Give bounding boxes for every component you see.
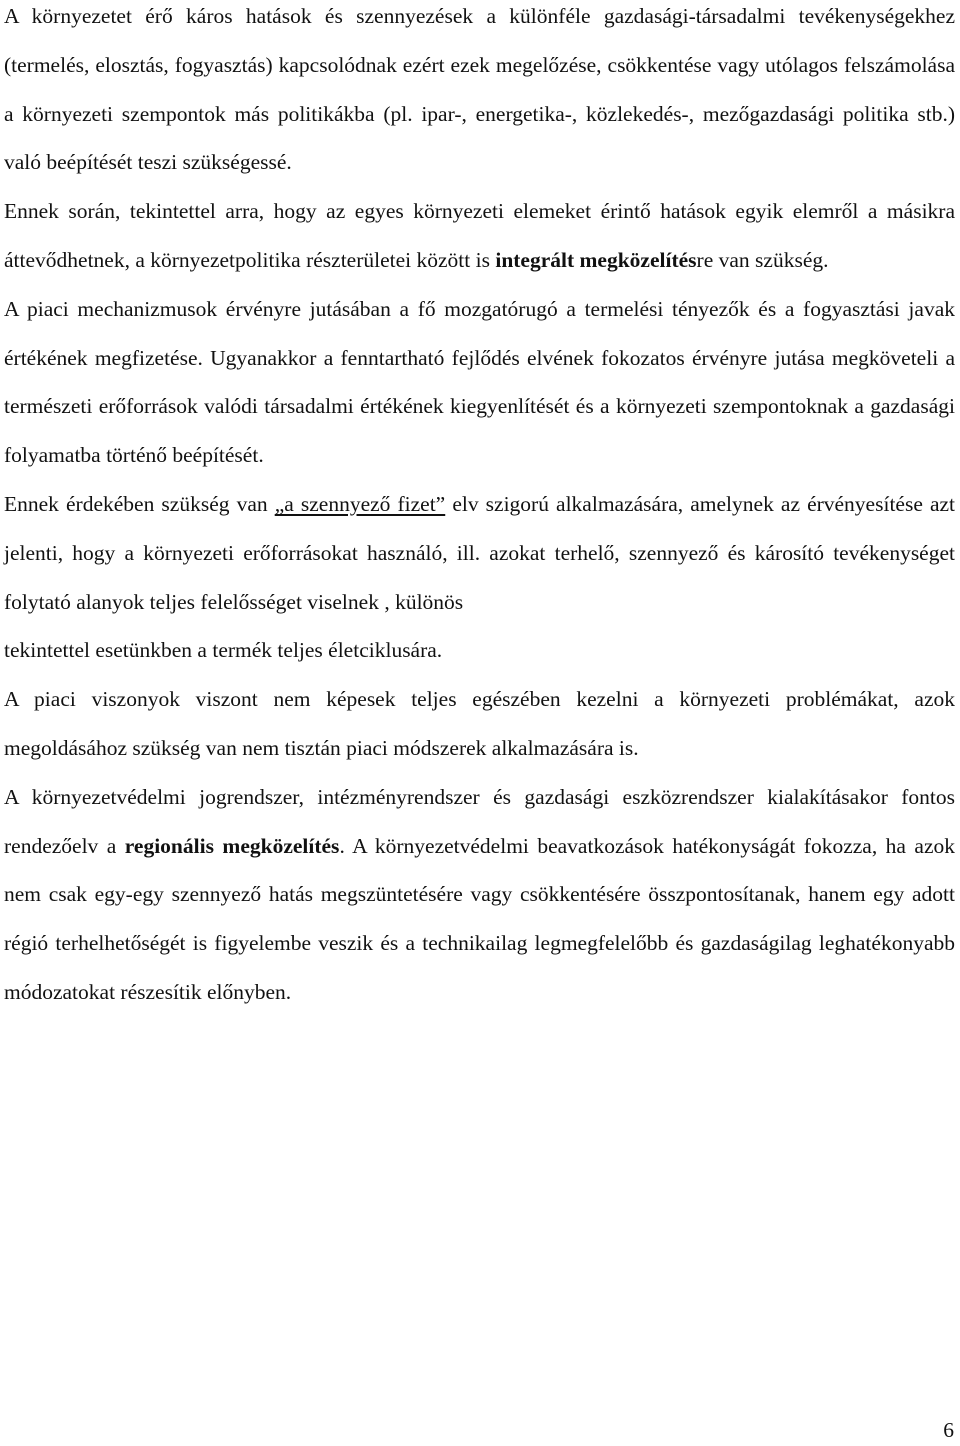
document-body — [4, 0, 955, 1017]
paragraph-text: A környezetvédelmi jogrendszer, intézményrendszer és gazdasági eszközrendszer kialakításakor fontos rendezőelv a — [4, 784, 955, 858]
page-number: 6 — [943, 1418, 954, 1442]
paragraph-text-end: . A környezetvédelmi beavatkozások hatékonyságát fokozza, ha azok nem csak egy-egy szennyező hatás megszüntetésére vagy csökkentésére összpontosítanak, hanem egy adott régió terhelhetőségét is figyelembe veszik és a technikailag legmegfelelőbb és gazdaságilag leghatékonyabb módozatokat részesítik előnyben. — [4, 833, 955, 1004]
paragraph-text: A piaci mechanizmusok érvényre jutásában a fő mozgatórugó a termelési tényezők és a fogyasztási javak értékének megfizetése. Ugyanakkor a fenntartható fejlődés elvének fokozatos érvényre jutása megköveteli a természeti erőforrások valódi társadalmi értékének kiegyenlítését és a környezeti szempontoknak a gazdasági folyamatba történő beépítését. — [4, 296, 955, 468]
paragraph-text-end: elv szigorú alkalmazására, amelynek az érvényesítése azt jelenti, hogy a környezeti erőforrásokat használó, ill. azokat terhelő, szennyező és károsító tevékenységet folytató alanyok teljes felelősséget viselnek , különös — [4, 491, 956, 614]
paragraph-text: tekintettel esetünkben a termék teljes életciklusára. — [4, 638, 443, 663]
paragraph-environmental-impacts — [4, 0, 955, 187]
bold-term-regional-approach: regionális megközelítés — [124, 833, 340, 858]
paragraph-market-relations — [4, 675, 955, 773]
paragraph-polluter-pays — [4, 480, 955, 626]
paragraph-text: Ennek érdekében szükség van — [4, 491, 275, 516]
paragraph-regional-approach — [4, 773, 955, 1017]
underlined-term-polluter-pays: „a szennyező fizet” — [274, 491, 446, 516]
paragraph-text: Ennek során, tekintettel arra, hogy az egyes környezeti elemeket érintő hatások egyik elemről a másikra áttevődhetnek, a környezetpolitika részterületei között is — [4, 199, 955, 272]
paragraph-text-end: re van szükség. — [696, 247, 829, 272]
paragraph-integrated-approach — [4, 187, 955, 285]
paragraph-text: A piaci viszonyok viszont nem képesek teljes egészében kezelni a környezeti problémákat, azok megoldásához szükség van nem tisztán piaci módszerek alkalmazására is. — [4, 687, 955, 760]
paragraph-text: A környezetet érő káros hatások és szennyezések a különféle gazdasági-társadalmi tevékenységekhez (termelés, elosztás, fogyasztás) kapcsolódnak ezért ezek megelőzése, csökkentése vagy utólagos felszámolása a környezeti szempontok más politikákba (pl. ipar-, energetika-, közlekedés-, mezőgazdasági politika stb.) való beépítését teszi szükségessé. — [4, 4, 955, 175]
bold-term-integrated-approach: integrált megközelítés — [495, 247, 697, 272]
paragraph-life-cycle — [4, 626, 955, 675]
paragraph-market-mechanisms — [4, 285, 955, 480]
